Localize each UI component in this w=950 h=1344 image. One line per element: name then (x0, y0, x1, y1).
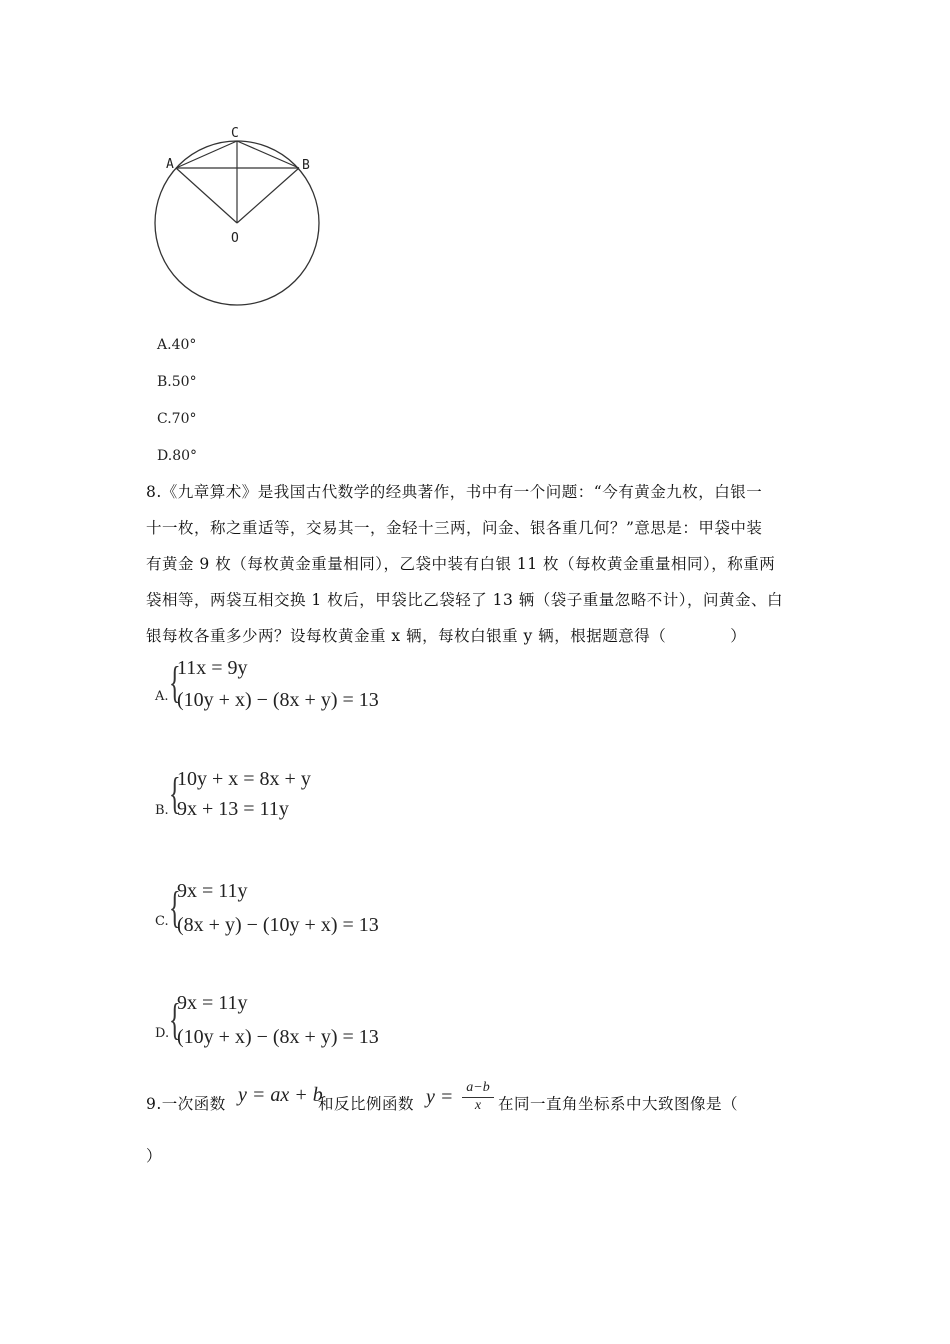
q8-line: 8.《九章算术》是我国古代数学的经典著作，书中有一个问题：“今有黄金九枚，白银一 (146, 483, 763, 501)
brace-icon: { (169, 995, 181, 1044)
q9-inverse-lhs: y = (426, 1086, 454, 1108)
segment-ac (176, 141, 237, 168)
question-8-text (146, 474, 826, 654)
equation-1: 9x = 11y (177, 880, 248, 902)
equation-1: 9x = 11y (177, 992, 248, 1014)
label-a: A (166, 157, 174, 172)
segment-oa (176, 168, 237, 223)
q8-option-a[interactable] (155, 655, 455, 719)
brace-icon: { (169, 658, 181, 707)
q8-option-d[interactable] (155, 992, 455, 1056)
q9-middle: 和反比例函数 (318, 1095, 415, 1113)
q9-prefix: 9.一次函数 (146, 1095, 226, 1113)
q8-line: 银每枚各重多少两？设每枚黄金重 x 辆，每枚白银重 y 辆，根据题意得（ ） (146, 627, 747, 645)
q8-line: 袋相等，两袋互相交换 1 枚后，甲袋比乙袋轻了 13 辆（袋子重量忽略不计），问黄金、白 (146, 591, 784, 609)
equation-1: 10y + x = 8x + y (177, 768, 311, 790)
option-label: C. (155, 914, 169, 929)
q7-option-a[interactable] (157, 337, 196, 353)
label-c: C (231, 126, 239, 141)
circle-figure (140, 118, 340, 313)
option-label: B. (155, 803, 169, 818)
brace-icon: { (169, 883, 181, 932)
fraction-numerator: a−b (466, 1080, 490, 1095)
q8-option-c[interactable] (155, 880, 455, 944)
option-value: 50° (171, 374, 197, 390)
brace-icon: { (169, 769, 181, 818)
equation-2: 9x + 13 = 11y (177, 798, 289, 820)
equation-1: 11x = 9y (177, 657, 248, 679)
q8-option-b[interactable] (155, 768, 455, 832)
option-label: A. (155, 689, 169, 704)
option-label: B. (157, 374, 172, 390)
q8-line: 十一枚，称之重适等，交易其一，金轻十三两，问金、银各重几何？”意思是：甲袋中装 (146, 519, 763, 537)
option-value: 70° (171, 411, 197, 427)
q9-close-paren: ） (146, 1147, 163, 1165)
q7-option-d[interactable] (157, 448, 197, 464)
q8-line: 有黄金 9 枚（每枚黄金重量相同），乙袋中装有白银 11 枚（每枚黄金重量相同），称重两 (146, 555, 776, 573)
q9-fraction (460, 1080, 496, 1113)
q7-option-c[interactable] (157, 411, 197, 427)
q7-option-b[interactable] (157, 374, 197, 390)
equation-2: (10y + x) − (8x + y) = 13 (177, 689, 379, 711)
label-b: B (302, 158, 310, 173)
option-value: 80° (172, 448, 198, 464)
equation-2: (8x + y) − (10y + x) = 13 (177, 914, 379, 936)
option-label: A. (157, 337, 172, 353)
option-value: 40° (171, 337, 197, 353)
fraction-denominator: x (474, 1098, 482, 1113)
q9-suffix: 在同一直角坐标系中大致图像是（ (498, 1095, 739, 1113)
q9-linear-function: y = ax + b (238, 1084, 323, 1106)
equation-2: (10y + x) − (8x + y) = 13 (177, 1026, 379, 1048)
segment-ob (237, 168, 299, 223)
question-9 (146, 1080, 846, 1180)
segment-cb (237, 141, 299, 168)
option-label: C. (157, 411, 172, 427)
option-label: D. (157, 448, 173, 464)
option-label: D. (155, 1026, 170, 1041)
label-o: O (231, 231, 239, 246)
